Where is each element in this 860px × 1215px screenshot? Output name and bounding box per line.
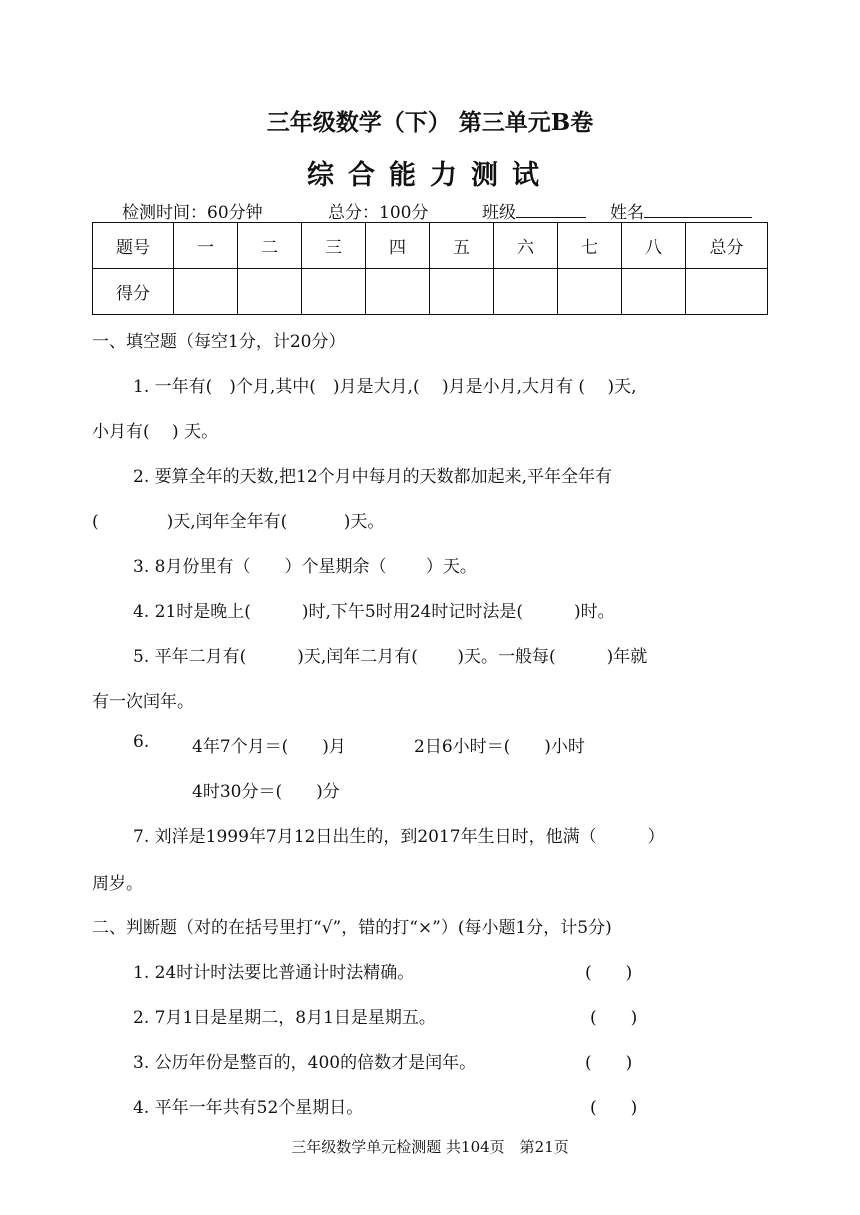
question-1-line2: 小月有( ) 天。 <box>92 422 219 442</box>
score-cell[interactable] <box>430 269 494 315</box>
header-cell: 八 <box>622 223 686 269</box>
score-cell[interactable] <box>494 269 558 315</box>
judge-item-text: 1. 24时计时法要比普通计时法精确。 <box>133 963 415 983</box>
name-label: 姓名 <box>610 203 644 223</box>
class-label: 班级 <box>482 203 516 223</box>
page-footer: 三年级数学单元检测题 共104页 第21页 <box>291 1138 569 1156</box>
header-cell: 七 <box>558 223 622 269</box>
score-row-label: 得分 <box>93 269 174 315</box>
question-5-line1: 5. 平年二月有( )天,闰年二月有( )天。一般每( )年就 <box>133 647 648 667</box>
judge-item-bracket[interactable]: ( ) <box>590 1098 638 1118</box>
question-6-part-c: 4时30分＝( )分 <box>192 782 340 802</box>
score-table-header-row <box>93 223 768 269</box>
score-cell[interactable] <box>558 269 622 315</box>
header-cell: 一 <box>174 223 238 269</box>
question-2-line2: ( )天,闰年全年有( )天。 <box>92 512 385 532</box>
judge-item-bracket[interactable]: ( ) <box>590 1008 638 1028</box>
name-blank[interactable] <box>644 201 752 218</box>
score-cell[interactable] <box>174 269 238 315</box>
class-blank[interactable] <box>516 201 586 218</box>
question-5-line2: 有一次闰年。 <box>92 692 194 712</box>
header-cell: 四 <box>366 223 430 269</box>
question-3: 3. 8月份里有（ ）个星期余（ ）天。 <box>133 557 477 577</box>
exam-subtitle: 综合能力测试 <box>307 160 553 191</box>
info-total: 总分：100分 <box>328 203 429 223</box>
section2-heading: 二、判断题（对的在括号里打“√”，错的打“×”）(每小题1分，计5分) <box>92 918 612 938</box>
exam-title: 三年级数学（下） 第三单元B卷 <box>266 109 594 136</box>
score-cell[interactable] <box>238 269 302 315</box>
question-6-number: 6. <box>133 732 150 752</box>
score-cell[interactable] <box>366 269 430 315</box>
header-cell: 三 <box>302 223 366 269</box>
judge-item-bracket[interactable]: ( ) <box>585 1053 633 1073</box>
score-cell[interactable] <box>622 269 686 315</box>
score-table-score-row <box>93 269 768 315</box>
info-class <box>482 198 586 223</box>
score-cell[interactable] <box>302 269 366 315</box>
info-time: 检测时间：60分钟 <box>122 203 263 223</box>
header-cell: 五 <box>430 223 494 269</box>
judge-item-text: 4. 平年一年共有52个星期日。 <box>133 1098 364 1118</box>
judge-item-text: 3. 公历年份是整百的，400的倍数才是闰年。 <box>133 1053 477 1073</box>
info-name <box>610 198 752 223</box>
judge-item-text: 2. 7月1日是星期二，8月1日是星期五。 <box>133 1008 436 1028</box>
question-7-line1: 7. 刘洋是1999年7月12日出生的，到2017年生日时，他满（ ） <box>133 827 665 847</box>
question-7-line2: 周岁。 <box>92 874 143 894</box>
header-cell: 总分 <box>686 223 768 269</box>
header-cell: 六 <box>494 223 558 269</box>
header-cell: 题号 <box>93 223 174 269</box>
judge-item-bracket[interactable]: ( ) <box>585 963 633 983</box>
score-cell[interactable] <box>686 269 768 315</box>
score-table <box>92 222 768 315</box>
question-6-part-a: 4年7个月＝( )月 <box>192 737 346 757</box>
section1-heading: 一、填空题（每空1分，计20分） <box>92 332 346 352</box>
question-1-line1: 1. 一年有( )个月,其中( )月是大月,( )月是小月,大月有 ( )天, <box>133 377 637 397</box>
header-cell: 二 <box>238 223 302 269</box>
question-6-part-b: 2日6小时＝( )小时 <box>414 737 585 757</box>
question-2-line1: 2. 要算全年的天数,把12个月中每月的天数都加起来,平年全年有 <box>133 467 613 487</box>
question-4: 4. 21时是晚上( )时,下午5时用24时记时法是( )时。 <box>133 602 615 622</box>
